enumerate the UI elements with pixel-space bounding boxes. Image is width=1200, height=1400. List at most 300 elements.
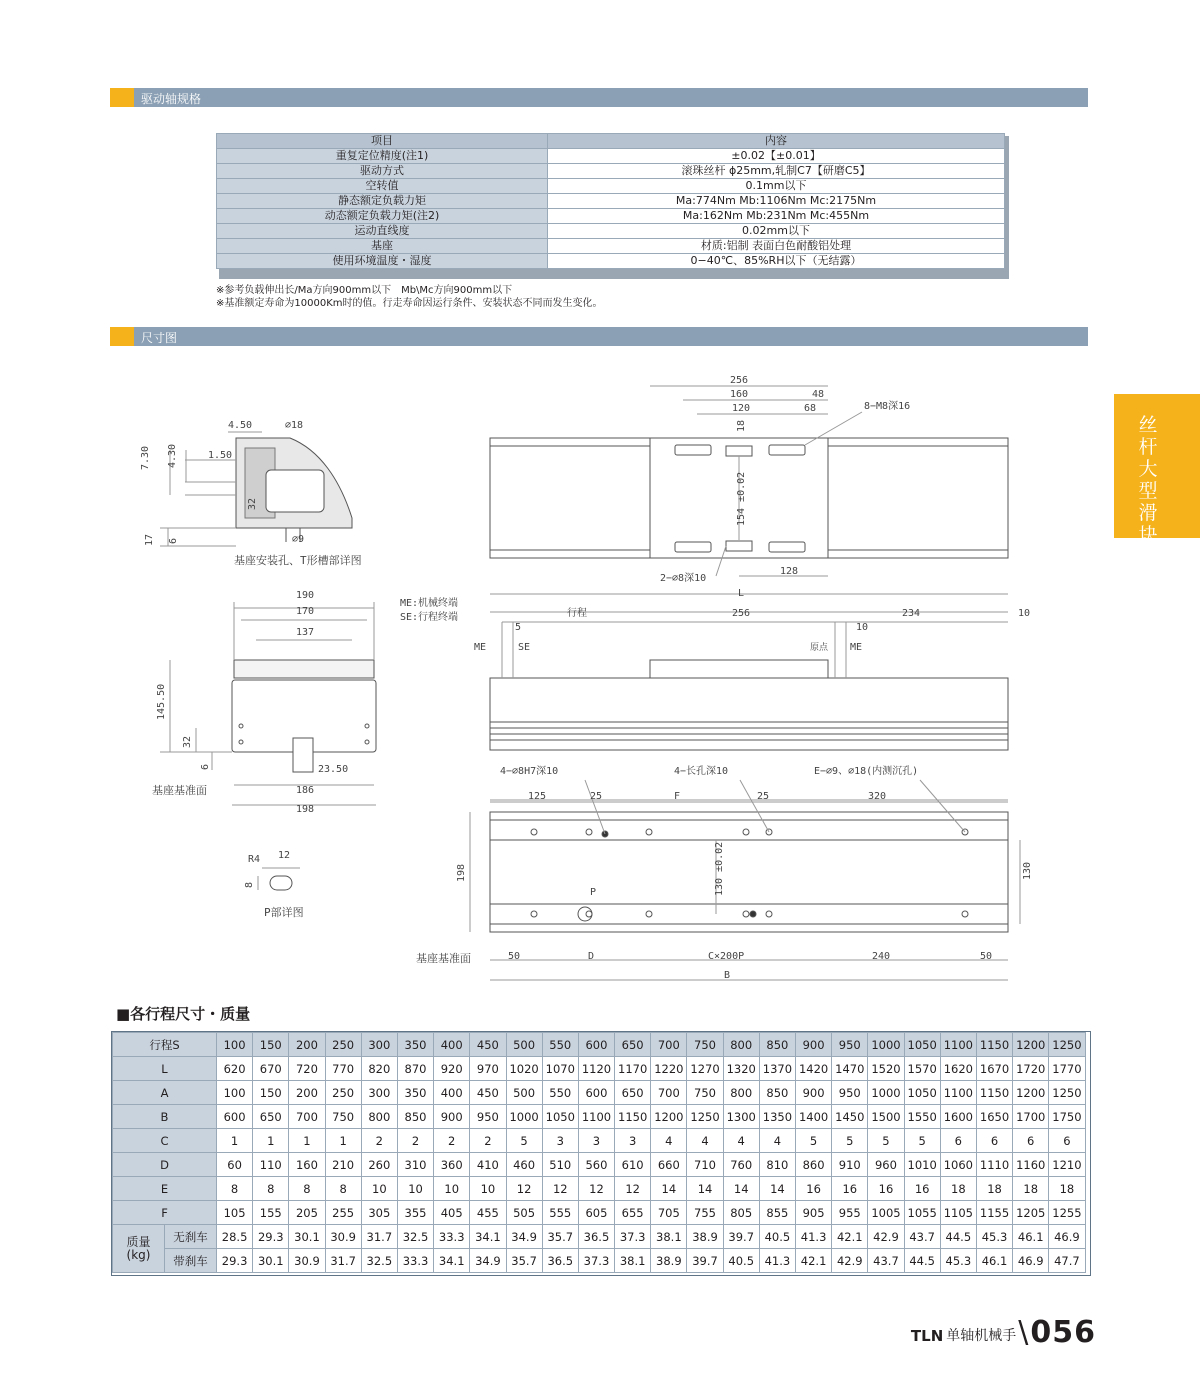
stroke-value: 1200 xyxy=(1013,1033,1049,1057)
table-cell: 41.3 xyxy=(759,1249,795,1273)
row-label: B xyxy=(113,1105,217,1129)
dim-text: 18 xyxy=(736,419,747,432)
table-cell: 855 xyxy=(759,1201,795,1225)
table-cell: 28.5 xyxy=(217,1225,253,1249)
me-label: ME xyxy=(474,642,487,653)
table-cell: 310 xyxy=(397,1153,433,1177)
dim-text: 48 xyxy=(812,389,825,400)
table-cell: 38.9 xyxy=(651,1249,687,1273)
table-cell: 1150 xyxy=(976,1081,1012,1105)
table-cell: 18 xyxy=(1013,1177,1049,1201)
table-cell: 37.3 xyxy=(615,1225,651,1249)
stroke-row xyxy=(113,1057,1086,1081)
dim-text: 6 xyxy=(200,763,211,770)
dim-text: 4.30 xyxy=(167,443,178,468)
dim-text: 154 ±0.02 xyxy=(736,471,747,526)
table-cell: 5 xyxy=(506,1129,542,1153)
table-cell: 150 xyxy=(253,1081,289,1105)
pin-hole-label: 2−∅8深10 xyxy=(660,573,707,584)
table-cell: 455 xyxy=(470,1201,506,1225)
spec-value: 0.02mm以下 xyxy=(548,224,1005,239)
table-cell: 1100 xyxy=(940,1081,976,1105)
dim-text: 12 xyxy=(278,850,291,861)
table-cell: 16 xyxy=(796,1177,832,1201)
dim-text: 4.50 xyxy=(228,420,253,431)
row-label: L xyxy=(113,1057,217,1081)
dim-text: 8 xyxy=(244,881,255,888)
table-cell: 950 xyxy=(470,1105,506,1129)
table-cell: 920 xyxy=(434,1057,470,1081)
table-cell: 18 xyxy=(1049,1177,1085,1201)
note-line: ※基准额定寿命为10000Km时的值。行走寿命因运行条件、安装状态不同而发生变化。 xyxy=(216,298,603,309)
spec-item: 使用环境温度・湿度 xyxy=(217,254,548,269)
dim-text: 7.30 xyxy=(140,445,151,470)
table-cell: 12 xyxy=(542,1177,578,1201)
spec-item: 重复定位精度(注1) xyxy=(217,149,548,164)
stroke-value: 800 xyxy=(723,1033,759,1057)
table-cell: 33.3 xyxy=(397,1249,433,1273)
spec-value: 滚珠丝杆 ϕ25mm,轧制C7【研磨C5】 xyxy=(548,164,1005,179)
table-cell: 42.1 xyxy=(832,1225,868,1249)
dim-text: 234 xyxy=(902,608,921,619)
table-cell: 1050 xyxy=(542,1105,578,1129)
stroke-value: 100 xyxy=(217,1033,253,1057)
table-cell: 31.7 xyxy=(325,1249,361,1273)
table-cell: 1 xyxy=(325,1129,361,1153)
table-cell: 600 xyxy=(217,1105,253,1129)
table-cell: 255 xyxy=(325,1201,361,1225)
spec-header-cell: 项目 xyxy=(217,134,548,149)
table-cell: 1470 xyxy=(832,1057,868,1081)
table-cell: 2 xyxy=(470,1129,506,1153)
table-cell: 4 xyxy=(759,1129,795,1153)
table-cell: 810 xyxy=(759,1153,795,1177)
table-cell: 950 xyxy=(832,1081,868,1105)
side-view xyxy=(490,612,1008,750)
table-cell: 10 xyxy=(470,1177,506,1201)
spec-item: 动态额定负载力矩(注2) xyxy=(217,209,548,224)
dim-text: 198 xyxy=(456,863,467,882)
table-cell: 655 xyxy=(615,1201,651,1225)
section-title-spec: 驱动轴规格 xyxy=(141,92,202,106)
table-cell: 750 xyxy=(325,1105,361,1129)
table-cell: 41.3 xyxy=(796,1225,832,1249)
spec-value: Ma:774Nm Mb:1106Nm Mc:2175Nm xyxy=(548,194,1005,209)
table-cell: 1570 xyxy=(904,1057,940,1081)
dim-text: R4 xyxy=(248,854,261,865)
dim-text: 50 xyxy=(980,951,993,962)
stroke-value: 1050 xyxy=(904,1033,940,1057)
table-cell: 38.1 xyxy=(615,1249,651,1273)
spec-item: 空转值 xyxy=(217,179,548,194)
table-cell: 8 xyxy=(217,1177,253,1201)
table-cell: 42.9 xyxy=(832,1249,868,1273)
note-line: ※参考负载伸出长/Ma方向900mm以下 Mb\Mc方向900mm以下 xyxy=(216,285,513,296)
table-cell: 900 xyxy=(434,1105,470,1129)
table-cell: 1205 xyxy=(1013,1201,1049,1225)
table-cell: 970 xyxy=(470,1057,506,1081)
stroke-value: 450 xyxy=(470,1033,506,1057)
stroke-value: 600 xyxy=(578,1033,614,1057)
section-title-dimensions: 尺寸图 xyxy=(141,331,178,345)
row-label: E xyxy=(113,1177,217,1201)
table-cell: 1000 xyxy=(506,1105,542,1129)
tapped-hole-label: 8−M8深16 xyxy=(864,401,911,412)
stroke-header-label: 行程S xyxy=(113,1033,217,1057)
table-cell: 700 xyxy=(289,1105,325,1129)
stroke-value: 200 xyxy=(289,1033,325,1057)
table-cell: 1250 xyxy=(1049,1081,1085,1105)
table-cell: 39.7 xyxy=(723,1225,759,1249)
table-cell: 200 xyxy=(289,1081,325,1105)
table-cell: 14 xyxy=(723,1177,759,1201)
dim-text: 25 xyxy=(757,791,770,802)
table-cell: 850 xyxy=(397,1105,433,1129)
legend-me: ME:机械终端 xyxy=(400,598,459,609)
table-cell: 1160 xyxy=(1013,1153,1049,1177)
table-cell: 710 xyxy=(687,1153,723,1177)
stroke-value: 250 xyxy=(325,1033,361,1057)
table-cell: 1 xyxy=(253,1129,289,1153)
mass-label xyxy=(113,1225,165,1273)
spec-row xyxy=(217,224,1005,239)
table-cell: 670 xyxy=(253,1057,289,1081)
table-cell: 1060 xyxy=(940,1153,976,1177)
table-cell: 820 xyxy=(361,1057,397,1081)
table-cell: 6 xyxy=(1013,1129,1049,1153)
spec-value: 0.1mm以下 xyxy=(548,179,1005,194)
dim-text: D xyxy=(588,951,595,962)
p-detail-caption: P部详图 xyxy=(264,906,304,919)
table-cell: 1000 xyxy=(868,1081,904,1105)
row-label: F xyxy=(113,1201,217,1225)
stroke-value: 900 xyxy=(796,1033,832,1057)
origin-label: 原点 xyxy=(810,643,829,653)
table-cell: 46.1 xyxy=(1013,1225,1049,1249)
row-label: C xyxy=(113,1129,217,1153)
table-cell: 250 xyxy=(325,1081,361,1105)
base-ref-label: 基座基准面 xyxy=(152,784,207,797)
spec-row xyxy=(217,164,1005,179)
se-label: SE xyxy=(518,642,531,653)
dim-text: 32 xyxy=(247,497,258,510)
profile-detail xyxy=(160,432,352,546)
table-cell: 760 xyxy=(723,1153,759,1177)
footer-brand: TLN xyxy=(910,1327,944,1345)
table-cell: 660 xyxy=(651,1153,687,1177)
dim-text: 25 xyxy=(590,791,603,802)
table-cell: 4 xyxy=(687,1129,723,1153)
table-cell: 1600 xyxy=(940,1105,976,1129)
table-cell: 34.1 xyxy=(470,1225,506,1249)
table-cell: 1255 xyxy=(1049,1201,1085,1225)
table-cell: 45.3 xyxy=(940,1249,976,1273)
section-marker xyxy=(110,88,134,107)
table-cell: 40.5 xyxy=(759,1225,795,1249)
table-cell: 550 xyxy=(542,1081,578,1105)
table-cell: 1100 xyxy=(578,1105,614,1129)
table-cell: 4 xyxy=(723,1129,759,1153)
table-cell: 1720 xyxy=(1013,1057,1049,1081)
spec-row xyxy=(217,209,1005,224)
stroke-value: 1000 xyxy=(868,1033,904,1057)
spec-notes xyxy=(216,284,603,310)
table-cell: 5 xyxy=(904,1129,940,1153)
table-cell: 2 xyxy=(434,1129,470,1153)
spec-value: ±0.02【±0.01】 xyxy=(548,149,1005,164)
table-cell: 1150 xyxy=(615,1105,651,1129)
table-cell: 12 xyxy=(615,1177,651,1201)
mass-sub-label: 无刹车 xyxy=(165,1225,217,1249)
table-cell: 12 xyxy=(578,1177,614,1201)
table-cell: 605 xyxy=(578,1201,614,1225)
table-cell: 1110 xyxy=(976,1153,1012,1177)
table-cell: 100 xyxy=(217,1081,253,1105)
table-cell: 860 xyxy=(796,1153,832,1177)
table-cell: 29.3 xyxy=(217,1249,253,1273)
table-cell: 900 xyxy=(796,1081,832,1105)
table-cell: 1300 xyxy=(723,1105,759,1129)
table-cell: 60 xyxy=(217,1153,253,1177)
table-cell: 38.9 xyxy=(687,1225,723,1249)
table-cell: 155 xyxy=(253,1201,289,1225)
table-cell: 16 xyxy=(868,1177,904,1201)
table-cell: 210 xyxy=(325,1153,361,1177)
table-cell: 160 xyxy=(289,1153,325,1177)
table-cell: 560 xyxy=(578,1153,614,1177)
dim-text: 128 xyxy=(780,566,799,577)
table-cell: 3 xyxy=(615,1129,651,1153)
section-marker xyxy=(110,327,134,346)
stroke-value: 500 xyxy=(506,1033,542,1057)
dim-text: ∅9 xyxy=(292,534,305,545)
table-cell: 450 xyxy=(470,1081,506,1105)
table-cell: 30.1 xyxy=(253,1249,289,1273)
stroke-row xyxy=(113,1105,1086,1129)
table-cell: 1210 xyxy=(1049,1153,1085,1177)
dim-text: 6 xyxy=(168,537,179,544)
table-cell: 14 xyxy=(651,1177,687,1201)
table-cell: 34.9 xyxy=(470,1249,506,1273)
spec-value: 0−40℃、85%RH以下（无结露） xyxy=(548,254,1005,269)
table-cell: 1050 xyxy=(904,1081,940,1105)
table-cell: 105 xyxy=(217,1201,253,1225)
table-cell: 6 xyxy=(976,1129,1012,1153)
table-cell: 205 xyxy=(289,1201,325,1225)
mass-row xyxy=(113,1225,1086,1249)
table-cell: 1005 xyxy=(868,1201,904,1225)
dim-text: 10 xyxy=(1018,608,1031,619)
dim-text: ∅18 xyxy=(285,420,304,431)
spec-value: 材质:铝制 表面白色耐酸铝处理 xyxy=(548,239,1005,254)
stroke-value: 750 xyxy=(687,1033,723,1057)
caption-profile: 基座安装孔、T形槽部详图 xyxy=(234,554,362,567)
dim-text: 240 xyxy=(872,951,891,962)
table-cell: 45.3 xyxy=(976,1225,1012,1249)
table-cell: 30.9 xyxy=(325,1225,361,1249)
stroke-row xyxy=(113,1081,1086,1105)
stroke-label: 行程 xyxy=(567,608,587,619)
table-cell: 1170 xyxy=(615,1057,651,1081)
mass-sub-label: 带刹车 xyxy=(165,1249,217,1273)
dim-text: F xyxy=(674,791,681,802)
stroke-header-row xyxy=(113,1033,1086,1057)
table-cell: 1010 xyxy=(904,1153,940,1177)
table-cell: 36.5 xyxy=(542,1249,578,1273)
table-cell: 750 xyxy=(687,1081,723,1105)
dim-text: 68 xyxy=(804,403,817,414)
stroke-value: 850 xyxy=(759,1033,795,1057)
table-cell: 2 xyxy=(397,1129,433,1153)
table-cell: 870 xyxy=(397,1057,433,1081)
table-cell: 46.1 xyxy=(976,1249,1012,1273)
table-cell: 8 xyxy=(289,1177,325,1201)
table-cell: 34.9 xyxy=(506,1225,542,1249)
dim-text: 256 xyxy=(732,608,751,619)
dim-text: 130 ±0.02 xyxy=(714,841,725,896)
page-footer xyxy=(910,1315,1096,1350)
table-cell: 40.5 xyxy=(723,1249,759,1273)
dim-text: 5 xyxy=(515,622,522,633)
legend-se: SE:行程终端 xyxy=(400,612,459,623)
table-cell: 305 xyxy=(361,1201,397,1225)
table-cell: 42.9 xyxy=(868,1225,904,1249)
mass-row xyxy=(113,1249,1086,1273)
stroke-value: 650 xyxy=(615,1033,651,1057)
table-cell: 1 xyxy=(217,1129,253,1153)
table-cell: 30.9 xyxy=(289,1249,325,1273)
bottom-view xyxy=(470,780,1020,980)
p-marker: P xyxy=(590,887,597,898)
table-cell: 1420 xyxy=(796,1057,832,1081)
table-cell: 1220 xyxy=(651,1057,687,1081)
table-cell: 110 xyxy=(253,1153,289,1177)
table-cell: 360 xyxy=(434,1153,470,1177)
table-cell: 1070 xyxy=(542,1057,578,1081)
table-cell: 510 xyxy=(542,1153,578,1177)
table-cell: 650 xyxy=(253,1105,289,1129)
table-cell: 800 xyxy=(723,1081,759,1105)
spec-row xyxy=(217,194,1005,209)
stroke-value: 350 xyxy=(397,1033,433,1057)
stroke-value: 1250 xyxy=(1049,1033,1085,1057)
stroke-value: 150 xyxy=(253,1033,289,1057)
stroke-value: 550 xyxy=(542,1033,578,1057)
table-cell: 460 xyxy=(506,1153,542,1177)
table-cell: 755 xyxy=(687,1201,723,1225)
table-cell: 1770 xyxy=(1049,1057,1085,1081)
stroke-value: 300 xyxy=(361,1033,397,1057)
table-cell: 1450 xyxy=(832,1105,868,1129)
dim-text: 130 xyxy=(1022,861,1033,880)
table-cell: 620 xyxy=(217,1057,253,1081)
table-cell: 700 xyxy=(651,1081,687,1105)
footer-subtitle: 单轴机械手 xyxy=(946,1328,1017,1344)
dim-text: 17 xyxy=(144,533,155,546)
table-cell: 35.7 xyxy=(506,1249,542,1273)
table-cell: 42.1 xyxy=(796,1249,832,1273)
table-cell: 3 xyxy=(542,1129,578,1153)
dim-text: 186 xyxy=(296,785,315,796)
spec-row xyxy=(217,239,1005,254)
holes-label-2: 4−长孔深10 xyxy=(674,766,729,777)
spec-row xyxy=(217,149,1005,164)
table-cell: 10 xyxy=(434,1177,470,1201)
table-cell: 1700 xyxy=(1013,1105,1049,1129)
spec-item: 运动直线度 xyxy=(217,224,548,239)
table-cell: 505 xyxy=(506,1201,542,1225)
table-cell: 1670 xyxy=(976,1057,1012,1081)
table-cell: 1620 xyxy=(940,1057,976,1081)
me-label: ME xyxy=(850,642,863,653)
table-cell: 1350 xyxy=(759,1105,795,1129)
table-cell: 650 xyxy=(615,1081,651,1105)
dim-text: 10 xyxy=(856,622,869,633)
table-cell: 1650 xyxy=(976,1105,1012,1129)
row-label: D xyxy=(113,1153,217,1177)
stroke-value: 1100 xyxy=(940,1033,976,1057)
table-cell: 720 xyxy=(289,1057,325,1081)
dim-text: 198 xyxy=(296,804,315,815)
table-cell: 30.1 xyxy=(289,1225,325,1249)
table-cell: 1520 xyxy=(868,1057,904,1081)
spec-header-row xyxy=(217,134,1005,149)
table-cell: 905 xyxy=(796,1201,832,1225)
footer-slash: \ xyxy=(1018,1315,1029,1350)
table-cell: 1400 xyxy=(796,1105,832,1129)
dim-text: 160 xyxy=(730,389,749,400)
table-cell: 35.7 xyxy=(542,1225,578,1249)
table-cell: 12 xyxy=(506,1177,542,1201)
table-cell: 32.5 xyxy=(397,1225,433,1249)
table-cell: 43.7 xyxy=(868,1249,904,1273)
row-label: A xyxy=(113,1081,217,1105)
table-cell: 8 xyxy=(253,1177,289,1201)
table-cell: 10 xyxy=(397,1177,433,1201)
table-cell: 18 xyxy=(976,1177,1012,1201)
table-cell: 500 xyxy=(506,1081,542,1105)
table-cell: 1020 xyxy=(506,1057,542,1081)
table-cell: 410 xyxy=(470,1153,506,1177)
dimension-drawing xyxy=(0,350,1100,990)
holes-label-3: E−∅9、∅18(内测沉孔) xyxy=(814,766,919,777)
table-cell: 805 xyxy=(723,1201,759,1225)
table-cell: 10 xyxy=(361,1177,397,1201)
table-cell: 960 xyxy=(868,1153,904,1177)
table-cell: 16 xyxy=(904,1177,940,1201)
dim-text: 137 xyxy=(296,627,315,638)
table-cell: 3 xyxy=(578,1129,614,1153)
table-cell: 600 xyxy=(578,1081,614,1105)
spec-row xyxy=(217,179,1005,194)
table-cell: 1370 xyxy=(759,1057,795,1081)
dim-text: 50 xyxy=(508,951,521,962)
dim-text: C×200P xyxy=(708,951,745,962)
table-cell: 1120 xyxy=(578,1057,614,1081)
stroke-value: 400 xyxy=(434,1033,470,1057)
spec-item: 静态额定负载力矩 xyxy=(217,194,548,209)
side-category-tab xyxy=(1114,394,1200,546)
table-cell: 910 xyxy=(832,1153,868,1177)
dim-text: 1.50 xyxy=(208,450,233,461)
dim-text: 190 xyxy=(296,590,315,601)
table-cell: 1750 xyxy=(1049,1105,1085,1129)
table-cell: 610 xyxy=(615,1153,651,1177)
table-cell: 300 xyxy=(361,1081,397,1105)
table-cell: 14 xyxy=(759,1177,795,1201)
table-cell: 1550 xyxy=(904,1105,940,1129)
dim-text: 23.50 xyxy=(318,764,349,775)
